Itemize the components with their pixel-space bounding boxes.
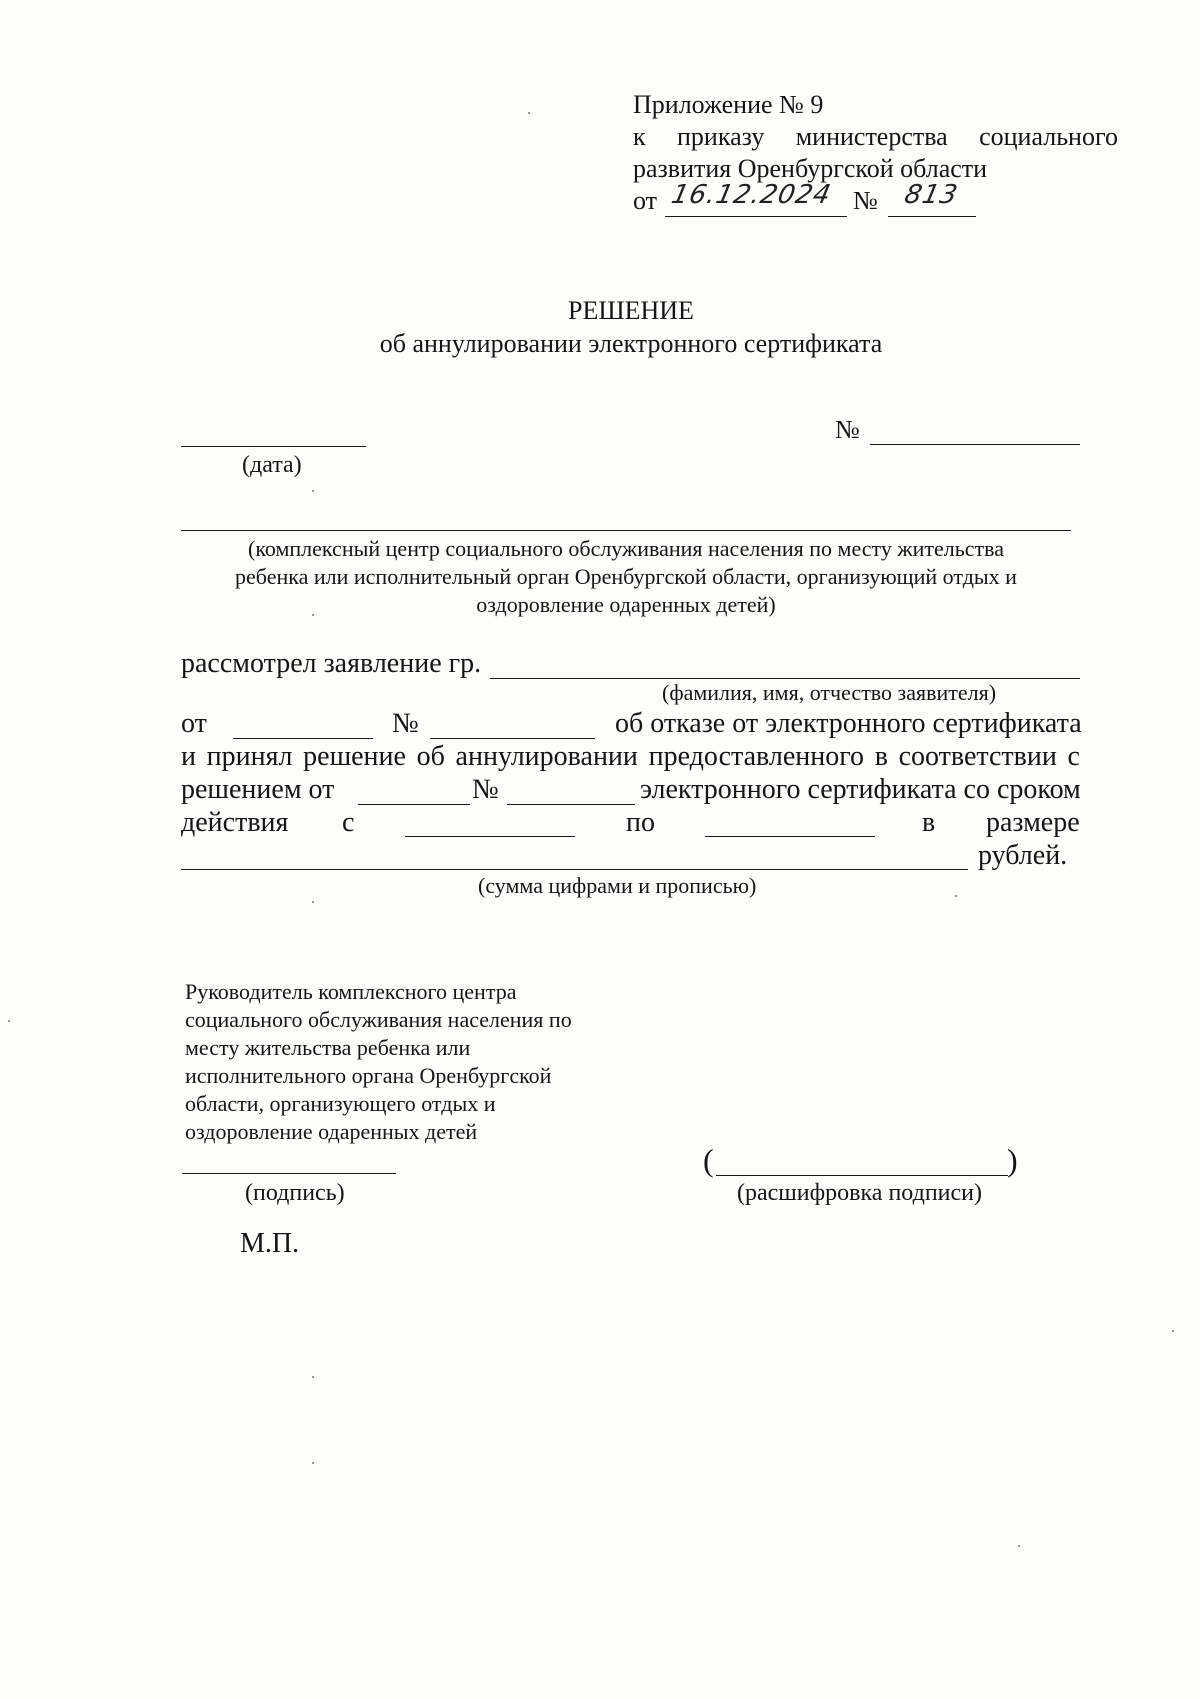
decision-number-label: № <box>835 415 860 444</box>
decoding-open-paren: ( <box>703 1142 714 1178</box>
decision-word: принял <box>206 741 293 772</box>
application-number-label: № <box>392 708 419 739</box>
validity-start-line <box>405 836 575 837</box>
from-label: от <box>181 708 207 739</box>
signatory-position-line6: оздоровление одаренных детей <box>185 1119 478 1144</box>
date-caption: (дата) <box>242 452 302 478</box>
signatory-position-line4: исполнительного органа Оренбургской <box>185 1063 552 1088</box>
order-number-label: № <box>853 186 878 215</box>
decision-word: и <box>181 741 196 772</box>
signature-line <box>182 1173 396 1174</box>
order-reference-line1 <box>633 122 1118 152</box>
decision-word: в <box>874 741 888 772</box>
signatory-position-line1: Руководитель комплексного центра <box>185 979 517 1004</box>
signature-decoding-line <box>716 1175 1008 1176</box>
date-field-line <box>181 446 366 447</box>
scan-speck <box>528 112 530 114</box>
organization-field-line <box>181 530 1071 531</box>
scan-speck <box>312 490 314 492</box>
order-number-handwritten: 813 <box>901 180 961 210</box>
decision-word: аннулировании <box>455 741 638 772</box>
scan-speck <box>312 1376 314 1378</box>
validity-word: действия <box>181 807 289 838</box>
scan-speck <box>955 895 957 897</box>
organization-caption-line2: ребенка или исполнительный орган Оренбургской области, организующий отдых и <box>235 564 1017 589</box>
scan-speck <box>8 1020 10 1022</box>
validity-end-line <box>705 836 875 837</box>
scan-speck <box>312 614 314 616</box>
order-word-3: министерства <box>795 122 948 151</box>
order-word-2: приказу <box>677 122 765 151</box>
decoding-caption: (расшифровка подписи) <box>737 1180 982 1206</box>
signature-caption: (подпись) <box>245 1180 345 1206</box>
application-number-line <box>430 738 595 739</box>
sum-field-line <box>181 869 968 870</box>
stamp-place-label: М.П. <box>240 1228 300 1259</box>
refusal-text: об отказе от электронного сертификата <box>615 708 1082 739</box>
document-title: РЕШЕНИЕ <box>568 296 694 325</box>
signatory-position-line5: области, организующего отдых и <box>185 1091 496 1116</box>
order-word-1: к <box>633 122 646 151</box>
decision-word: с <box>1067 741 1080 772</box>
signatory-position-line3: месту жительства ребенка или <box>185 1035 471 1060</box>
scan-speck <box>1172 1330 1174 1332</box>
scan-speck <box>312 901 314 903</box>
validity-to-word: по <box>626 807 655 838</box>
order-date-handwritten: 16.12.2024 <box>668 180 835 210</box>
order-from-label: от <box>633 186 658 215</box>
reviewed-label: рассмотрел заявление гр. <box>181 648 482 679</box>
organization-caption-line1: (комплексный центр социального обслуживания населения по месту жительства <box>248 536 1004 561</box>
organization-caption-line3: оздоровление одаренных детей) <box>476 592 776 617</box>
appendix-number: Приложение № 9 <box>633 90 824 119</box>
applicant-caption: (фамилия, имя, отчество заявителя) <box>662 680 997 705</box>
validity-from-word: с <box>342 807 355 838</box>
decision-word: соответствии <box>898 741 1057 772</box>
decision-word: предоставленного <box>648 741 865 772</box>
sum-caption: (сумма цифрами и прописью) <box>478 873 757 898</box>
amount-in-word: в <box>922 807 936 838</box>
scan-speck <box>1018 1545 1020 1547</box>
applicant-name-line <box>490 678 1080 679</box>
order-word-4: социального <box>979 122 1118 151</box>
signatory-position-line2: социального обслуживания населения по <box>185 1007 572 1032</box>
decision-number-line <box>870 444 1080 445</box>
order-reference-line2: развития Оренбургской области <box>633 154 988 183</box>
document-subtitle: об аннулировании электронного сертификата <box>379 329 883 358</box>
decoding-close-paren: ) <box>1007 1142 1018 1178</box>
certificate-term-text: электронного сертификата со сроком <box>640 774 1081 805</box>
decision-number-line-2 <box>507 804 635 805</box>
decision-text-line <box>181 741 1080 773</box>
order-number-line <box>888 216 976 217</box>
decision-number-label-2: № <box>472 774 499 805</box>
decision-word: об <box>416 741 445 772</box>
rubles-label: рублей. <box>978 840 1068 871</box>
order-date-line <box>665 216 847 217</box>
scan-speck <box>312 1462 314 1464</box>
decision-date-line <box>358 804 470 805</box>
application-date-line <box>233 738 373 739</box>
decision-from-label: решением от <box>181 774 335 805</box>
amount-size-word: размере <box>986 807 1080 838</box>
decision-word: решение <box>303 741 406 772</box>
